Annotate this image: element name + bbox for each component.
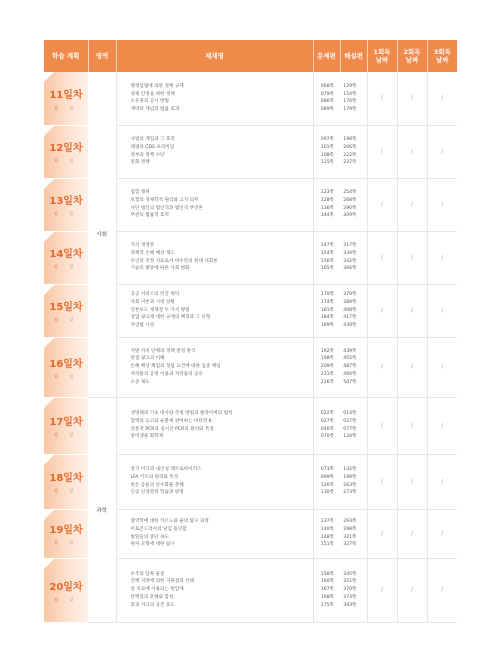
topic-title: 공공 서비스의 민간 위탁	[130, 292, 180, 298]
answer-pages	[340, 397, 367, 454]
day-date-placeholder: 월 일	[54, 432, 78, 437]
question-page: 144쪽	[320, 213, 334, 219]
answer-page: 373쪽	[343, 594, 357, 600]
header-question-page: 문제편	[313, 40, 340, 72]
review-2-date[interactable]: /	[397, 231, 427, 284]
topic-title: 저작물의 공정 이용과 저작물의 공유	[130, 371, 203, 377]
review-1-date[interactable]: /	[367, 509, 397, 558]
question-page: 101쪽	[320, 144, 334, 150]
review-1-date[interactable]: /	[367, 72, 397, 125]
question-page: 184쪽	[320, 315, 334, 321]
review-3-date[interactable]: /	[427, 231, 457, 284]
review-2-date[interactable]: /	[397, 72, 427, 125]
header-day-plan: 학습 계획	[44, 40, 88, 72]
answer-page: 268쪽	[343, 197, 357, 203]
answer-page: 273쪽	[343, 490, 357, 496]
review-3-date[interactable]: /	[427, 72, 457, 125]
question-pages	[313, 558, 340, 622]
question-page: 154쪽	[320, 250, 334, 256]
answer-page: 317쪽	[343, 243, 357, 249]
topic-title: 우주의 암흑 물질	[130, 571, 165, 577]
review-1-date[interactable]: /	[367, 231, 397, 284]
topic-title: 맞과 자극의 공존 효도	[130, 602, 175, 608]
topic-list	[116, 178, 313, 231]
answer-page: 198쪽	[343, 137, 357, 143]
review-1-date[interactable]: /	[367, 397, 397, 454]
topic-title: 단백질의 분해와 합성	[130, 594, 174, 600]
answer-page: 366쪽	[343, 266, 357, 272]
review-3-date[interactable]: /	[427, 337, 457, 397]
question-page: 156쪽	[320, 258, 334, 264]
answer-page: 222쪽	[343, 152, 357, 158]
review-2-date[interactable]: /	[397, 337, 427, 397]
question-page: 170쪽	[320, 292, 334, 298]
day-label: 17일차	[49, 417, 83, 428]
question-page: 160쪽	[320, 579, 334, 585]
day-label: 18일차	[49, 473, 83, 484]
answer-page: 179쪽	[343, 106, 357, 112]
answer-page: 379쪽	[343, 292, 357, 298]
question-page: 073쪽	[320, 467, 334, 473]
day-cell	[44, 284, 88, 337]
question-page: 192쪽	[320, 348, 334, 354]
topic-title: 암 치료에 사용되는 항암제	[130, 587, 184, 593]
answer-pages	[340, 454, 367, 509]
answer-pages	[340, 231, 367, 284]
day-date-placeholder: 월 일	[54, 596, 78, 602]
topic-list	[116, 509, 313, 558]
review-3-date[interactable]: /	[427, 397, 457, 454]
review-2-date[interactable]: /	[397, 509, 427, 558]
day-date-placeholder: 월 일	[54, 488, 78, 493]
question-pages	[313, 509, 340, 558]
study-plan-table	[44, 40, 457, 623]
answer-pages	[340, 558, 367, 622]
topic-title: 미토콘드리아의 당김 돌연합	[130, 526, 187, 532]
topic-title: 빛알들의 증단 속도	[130, 534, 169, 540]
question-page: 181쪽	[320, 307, 334, 313]
question-pages	[313, 72, 340, 125]
review-3-date[interactable]: /	[427, 178, 457, 231]
topic-title: 지방 자치 단체의 정책 결정 방식	[130, 348, 196, 354]
question-page: 209쪽	[320, 364, 334, 370]
question-pages	[313, 125, 340, 178]
question-pages	[313, 454, 340, 509]
answer-page: 263쪽	[343, 482, 357, 488]
review-3-date[interactable]: /	[427, 125, 457, 178]
question-page: 168쪽	[320, 594, 334, 600]
question-page: 099쪽	[320, 474, 334, 480]
topic-list	[116, 231, 313, 284]
question-pages	[313, 397, 340, 454]
answer-page: 370쪽	[343, 587, 357, 593]
answer-page: 309쪽	[343, 213, 357, 219]
answer-page: 237쪽	[343, 160, 357, 166]
review-2-date[interactable]: /	[397, 178, 427, 231]
question-page: 070쪽	[320, 434, 334, 440]
answer-pages	[340, 284, 367, 337]
question-page: 115쪽	[320, 160, 334, 166]
question-page: 174쪽	[320, 299, 334, 305]
topic-title: 부관의 법률적 효력	[130, 213, 169, 219]
header-review-3: 3회독 날짜	[427, 40, 457, 72]
question-page: 216쪽	[320, 379, 334, 385]
topic-title: 채권과 CDS 프리미엄	[130, 144, 175, 150]
question-page: 022쪽	[320, 411, 334, 417]
answer-page: 345쪽	[343, 571, 357, 577]
day-cell	[44, 337, 88, 397]
topic-list	[116, 337, 313, 397]
answer-page: 455쪽	[343, 356, 357, 362]
question-page: 130쪽	[320, 490, 334, 496]
header-answer-page: 해설편	[340, 40, 367, 72]
answer-page: 507쪽	[343, 379, 357, 385]
topic-title: 행정입법에 의한 정책 규제	[130, 83, 184, 89]
header-row	[44, 40, 457, 72]
area-social: 사회	[88, 72, 116, 397]
header-review-2: 2회독 날짜	[397, 40, 427, 72]
answer-page: 254쪽	[343, 190, 357, 196]
answer-page: 389쪽	[343, 299, 357, 305]
topic-title: 상업 광고에 대한 규제의 배경과 그 유형	[130, 315, 211, 321]
day-cell	[44, 72, 88, 125]
day-label: 11일차	[49, 89, 83, 101]
day-label: 15일차	[49, 302, 83, 313]
table-row	[44, 72, 457, 125]
answer-page: 298쪽	[343, 526, 357, 532]
topic-title: 변온 동물의 단수화물 분해	[130, 482, 184, 488]
day-date-placeholder: 월 일	[54, 158, 78, 163]
review-2-date[interactable]: /	[397, 454, 427, 509]
question-page: 128쪽	[320, 197, 334, 203]
topic-title: 자연법 사상	[130, 323, 155, 329]
review-1-date[interactable]: /	[367, 125, 397, 178]
topic-title: 집합 행위	[130, 190, 150, 196]
day-label: 14일차	[49, 249, 83, 260]
answer-page: 129쪽	[343, 83, 357, 89]
day-cell	[44, 558, 88, 622]
review-3-date[interactable]: /	[427, 284, 457, 337]
topic-title: 생명체의 기초 대사량 측정 방법과 클라이버의 법칙	[130, 411, 233, 417]
question-pages	[313, 231, 340, 284]
day-label: 16일차	[49, 358, 83, 370]
question-page: 046쪽	[320, 426, 334, 432]
topic-title: LFA 키트의 원리와 특징	[130, 474, 179, 480]
answer-page: 199쪽	[343, 474, 357, 480]
question-page: 136쪽	[320, 205, 334, 211]
header-area: 영역	[88, 40, 116, 72]
answer-page: 417쪽	[343, 315, 357, 321]
topic-title: 정부의 정책 수단	[130, 152, 165, 158]
day-cell	[44, 178, 88, 231]
question-page: 167쪽	[320, 587, 334, 593]
answer-page: 014쪽	[343, 411, 357, 417]
day-date-placeholder: 월 일	[54, 373, 78, 379]
topic-title: 원자 모형에 대한 탐구	[130, 542, 175, 548]
topic-list	[116, 397, 313, 454]
day-date-placeholder: 월 일	[54, 211, 78, 216]
question-page: 147쪽	[320, 243, 334, 249]
question-pages	[313, 337, 340, 397]
answer-page: 134쪽	[343, 434, 357, 440]
day-date-placeholder: 월 일	[54, 104, 78, 110]
answer-page: 206쪽	[343, 144, 357, 150]
answer-page: 327쪽	[343, 542, 357, 548]
day-cell	[44, 125, 88, 178]
answer-page: 321쪽	[343, 534, 357, 540]
answer-page: 077쪽	[343, 426, 357, 432]
review-1-date[interactable]: /	[367, 284, 397, 337]
question-page: 126쪽	[320, 482, 334, 488]
topic-title: 열역학에 대한 카르노와 줄의 탐구 과정	[130, 519, 209, 525]
answer-page: 408쪽	[343, 307, 357, 313]
header-review-1: 1회독 날짜	[367, 40, 397, 72]
topic-title: 통화 정책	[130, 160, 150, 166]
question-page: 079쪽	[320, 91, 334, 97]
answer-page: 027쪽	[343, 418, 357, 424]
area-science: 과학	[88, 397, 116, 622]
question-page: 086쪽	[320, 99, 334, 105]
review-2-date[interactable]: /	[397, 125, 427, 178]
review-3-date[interactable]: /	[427, 454, 457, 509]
answer-pages	[340, 125, 367, 178]
topic-list	[116, 454, 313, 509]
answer-pages	[340, 337, 367, 397]
question-page: 151쪽	[320, 542, 334, 548]
day-date-placeholder: 월 일	[54, 264, 78, 269]
question-page: 158쪽	[320, 571, 334, 577]
answer-pages	[340, 178, 367, 231]
review-2-date[interactable]: /	[397, 284, 427, 337]
review-1-date[interactable]: /	[367, 558, 397, 622]
answer-page: 170쪽	[343, 99, 357, 105]
day-cell	[44, 509, 88, 558]
answer-pages	[340, 509, 367, 558]
question-page: 123쪽	[320, 190, 334, 196]
topic-list	[116, 125, 313, 178]
day-cell	[44, 397, 88, 454]
topic-list	[116, 284, 313, 337]
table-row	[44, 397, 457, 454]
answer-page: 154쪽	[343, 91, 357, 97]
question-pages	[313, 284, 340, 337]
question-page: 198쪽	[320, 356, 334, 362]
day-label: 20일차	[49, 581, 83, 593]
review-1-date[interactable]: /	[367, 454, 397, 509]
answer-page: 439쪽	[343, 348, 357, 354]
topic-title: 정책적 손해 배상 제도	[130, 250, 175, 256]
question-pages	[313, 178, 340, 231]
topic-title: 사법의 개입과 그 효력	[130, 137, 175, 143]
review-1-date[interactable]: /	[367, 337, 397, 397]
topic-title: 소송 제도	[130, 379, 150, 385]
header-topic: 제재명	[116, 40, 313, 72]
question-page: 211쪽	[320, 371, 334, 377]
topic-title: 사회 이론과 시대 상황	[130, 299, 175, 305]
answer-page: 494쪽	[343, 371, 357, 377]
question-page: 089쪽	[320, 106, 334, 112]
topic-title: 소유권의 공시 방법	[130, 99, 169, 105]
question-page: 027쪽	[320, 418, 334, 424]
topic-title: 항미생물 화학제	[130, 434, 164, 440]
review-2-date[interactable]: /	[397, 558, 427, 622]
topic-title: 기술의 발달에 따른 사회 변화	[130, 266, 190, 272]
question-page: 097쪽	[320, 137, 334, 143]
review-3-date[interactable]: /	[427, 509, 457, 558]
answer-page: 293쪽	[343, 519, 357, 525]
question-page: 148쪽	[320, 534, 334, 540]
review-3-date[interactable]: /	[427, 558, 457, 622]
answer-page: 351쪽	[343, 579, 357, 585]
topic-title: 인공 신경망의 학습과 판정	[130, 490, 184, 496]
question-page: 137쪽	[320, 519, 334, 525]
topic-title: 지식 경영론	[130, 243, 155, 249]
question-page: 108쪽	[320, 152, 334, 158]
topic-title: 보험의 경제학적 원리와 고지 의무	[130, 197, 199, 203]
answer-page: 430쪽	[343, 323, 357, 329]
answer-page: 290쪽	[343, 205, 357, 211]
answer-page: 142쪽	[343, 467, 357, 473]
question-page: 140쪽	[320, 526, 334, 532]
topic-title: 전통적 PCR과 실시간 PCR의 원리와 특징	[130, 426, 214, 432]
answer-page: 487쪽	[343, 364, 357, 370]
question-page: 189쪽	[320, 323, 334, 329]
answer-page: 342쪽	[343, 258, 357, 264]
answer-page: 393쪽	[343, 602, 357, 608]
review-2-date[interactable]: /	[397, 397, 427, 454]
topic-title: 계약의 개념과 법률 효과	[130, 106, 180, 112]
answer-pages	[340, 72, 367, 125]
day-label: 12일차	[49, 143, 83, 154]
question-page: 165쪽	[320, 266, 334, 272]
question-page: 175쪽	[320, 602, 334, 608]
topic-title: 관점 광고의 이해	[130, 356, 165, 362]
topic-list	[116, 72, 313, 125]
day-label: 19일차	[49, 525, 83, 536]
topic-title: 경제 안정을 위한 정책	[130, 91, 175, 97]
topic-title: 손해 배상 책임의 성립 요건에 대한 입증 책임	[130, 364, 221, 370]
topic-title: 언론보도 게재결 두 가지 방법	[130, 307, 190, 313]
answer-page: 334쪽	[343, 250, 357, 256]
day-cell	[44, 454, 88, 509]
day-date-placeholder: 월 일	[54, 317, 78, 322]
review-1-date[interactable]: /	[367, 178, 397, 231]
topic-title: 장기 이식과 내인성 레트로바이러스	[130, 467, 202, 473]
topic-list	[116, 558, 313, 622]
topic-title: 유인의 측정 지표로서 바우만의 현대 사회론	[130, 258, 218, 264]
question-page: 068쪽	[320, 83, 334, 89]
topic-title: 사단 법인의 법인격과 법인격 부인론	[130, 205, 203, 211]
topic-title: 혈액의 응고와 순환에 관여하는 비타민 K	[130, 418, 212, 424]
topic-title: 진핵 지방에 의한 지원질의 선택	[130, 579, 195, 585]
day-cell	[44, 231, 88, 284]
day-label: 13일차	[49, 196, 83, 207]
day-date-placeholder: 월 일	[54, 540, 78, 545]
